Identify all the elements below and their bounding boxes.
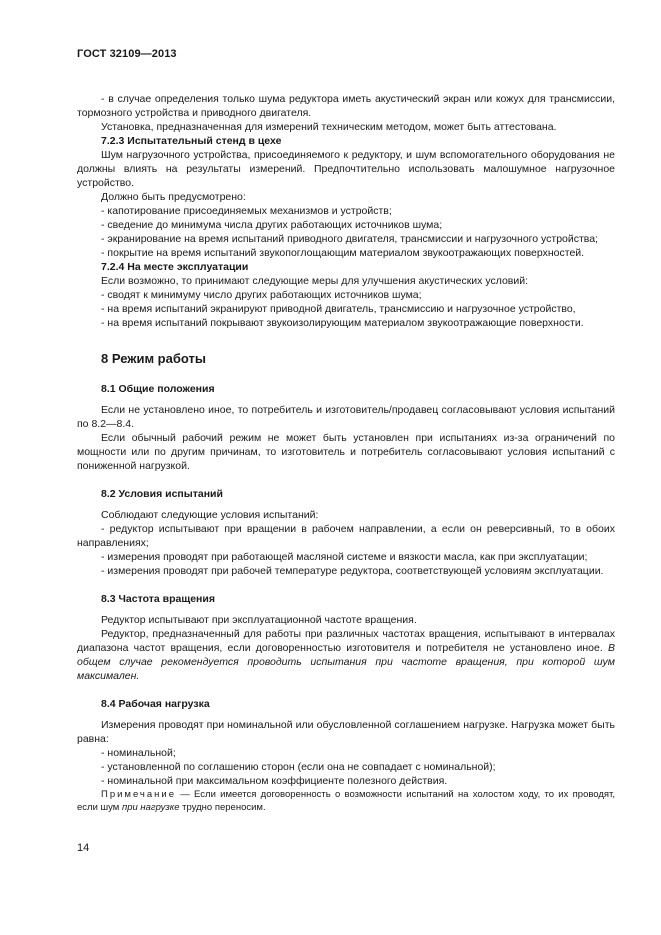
list-item: - измерения проводят при работающей масляной системе и вязкости масла, как при эксплуатации; — [101, 551, 588, 563]
section-heading-8-2: 8.2 Условия испытаний — [101, 488, 223, 500]
section-heading-8: 8 Режим работы — [101, 351, 206, 366]
paragraph: Если обычный рабочий режим не может быть установлен при испытаниях из-за ограничений по мощности или по другим причинам, то изготовитель и потребитель согласовывают условия испытаний с пониженной нагрузкой. — [77, 432, 615, 472]
section-heading-8-3: 8.3 Частота вращения — [101, 593, 215, 605]
list-item: - измерения проводят при рабочей температуре редуктора, соответствующей условиям эксплуатации. — [101, 565, 604, 577]
paragraph: Должно быть предусмотрено: — [101, 191, 246, 203]
paragraph: Соблюдают следующие условия испытаний: — [101, 509, 319, 521]
list-item: - сводят к минимуму число других работающих источников шума; — [101, 289, 422, 301]
section-heading-8-1: 8.1 Общие положения — [101, 383, 215, 395]
list-item: - редуктор испытывают при вращении в рабочем направлении, а если он реверсивный, то в обоих направлениях; — [77, 523, 615, 549]
list-item: - сведение до минимума числа других работающих источников шума; — [101, 219, 443, 231]
document-code: ГОСТ 32109—2013 — [77, 48, 177, 60]
list-item: - на время испытаний экранируют приводной двигатель, трансмиссию и нагрузочное устройство, — [101, 303, 576, 315]
paragraph-text: Редуктор, предназначенный для работы при различных частотах вращения, испытывают в интервалах диапазона частот вращения, если договоренностью изготовителя и потребителя не установлено иное. — [77, 628, 615, 654]
subsection-heading-7-2-4: 7.2.4 На месте эксплуатации — [101, 261, 249, 273]
list-item: - установленной по соглашению сторон (если она не совпадает с номинальной); — [101, 761, 496, 773]
paragraph: Редуктор испытывают при эксплуатационной частоте вращения. — [101, 614, 417, 626]
page-content — [77, 92, 615, 814]
page-number: 14 — [77, 842, 90, 854]
paragraph: Измерения проводят при номинальной или обусловленной соглашением нагрузке. Нагрузка может быть равна: — [77, 719, 615, 745]
list-item: - экранирование на время испытаний приводного двигателя, трансмиссии и нагрузочного устройства; — [101, 233, 599, 245]
list-item: - номинальной при максимальном коэффициенте полезного действия. — [101, 775, 448, 787]
subsection-heading-7-2-3: 7.2.3 Испытательный стенд в цехе — [101, 135, 282, 147]
note — [77, 788, 615, 814]
note-italic: при нагрузке — [121, 802, 180, 813]
paragraph: Если возможно, то принимают следующие меры для улучшения акустических условий: — [101, 275, 529, 287]
paragraph: Если не установлено иное, то потребитель и изготовитель/продавец согласовывают условия испытаний по 8.2—8.4. — [77, 404, 615, 430]
paragraph: Установка, предназначенная для измерений техническим методом, может быть аттестована. — [101, 121, 557, 133]
list-item: - на время испытаний покрывают звукоизолирующим материалом звукоотражающие поверхности. — [101, 317, 584, 329]
paragraph: - в случае определения только шума редуктора иметь акустический экран или кожух для трансмиссии, тормозного устройства и приводного двигателя. — [77, 93, 615, 119]
italic-recommendation: В общем случае рекомендуется проводить испытания при частоте вращения, при которой шум максимален. — [77, 642, 615, 682]
paragraph — [77, 627, 615, 683]
paragraph: Шум нагрузочного устройства, присоединяемого к редуктору, и шум вспомогательного оборудования не должны влиять на результаты измерений. Предпочтительно использовать малошумное нагрузочное устройство. — [77, 149, 615, 189]
note-label: Примечание — [101, 789, 176, 800]
note-text-end: трудно переносим. — [179, 802, 266, 813]
list-item: - капотирование присоединяемых механизмов и устройств; — [101, 205, 392, 217]
list-item: - покрытие на время испытаний звукопоглощающим материалом звукоотражающих поверхностей. — [101, 247, 585, 259]
list-item: - номинальной; — [101, 747, 176, 759]
section-heading-8-4: 8.4 Рабочая нагрузка — [101, 698, 210, 710]
note-text: — Если имеется договоренность о возможности испытаний на холостом ходу, то их проводят, если шум — [77, 789, 615, 813]
